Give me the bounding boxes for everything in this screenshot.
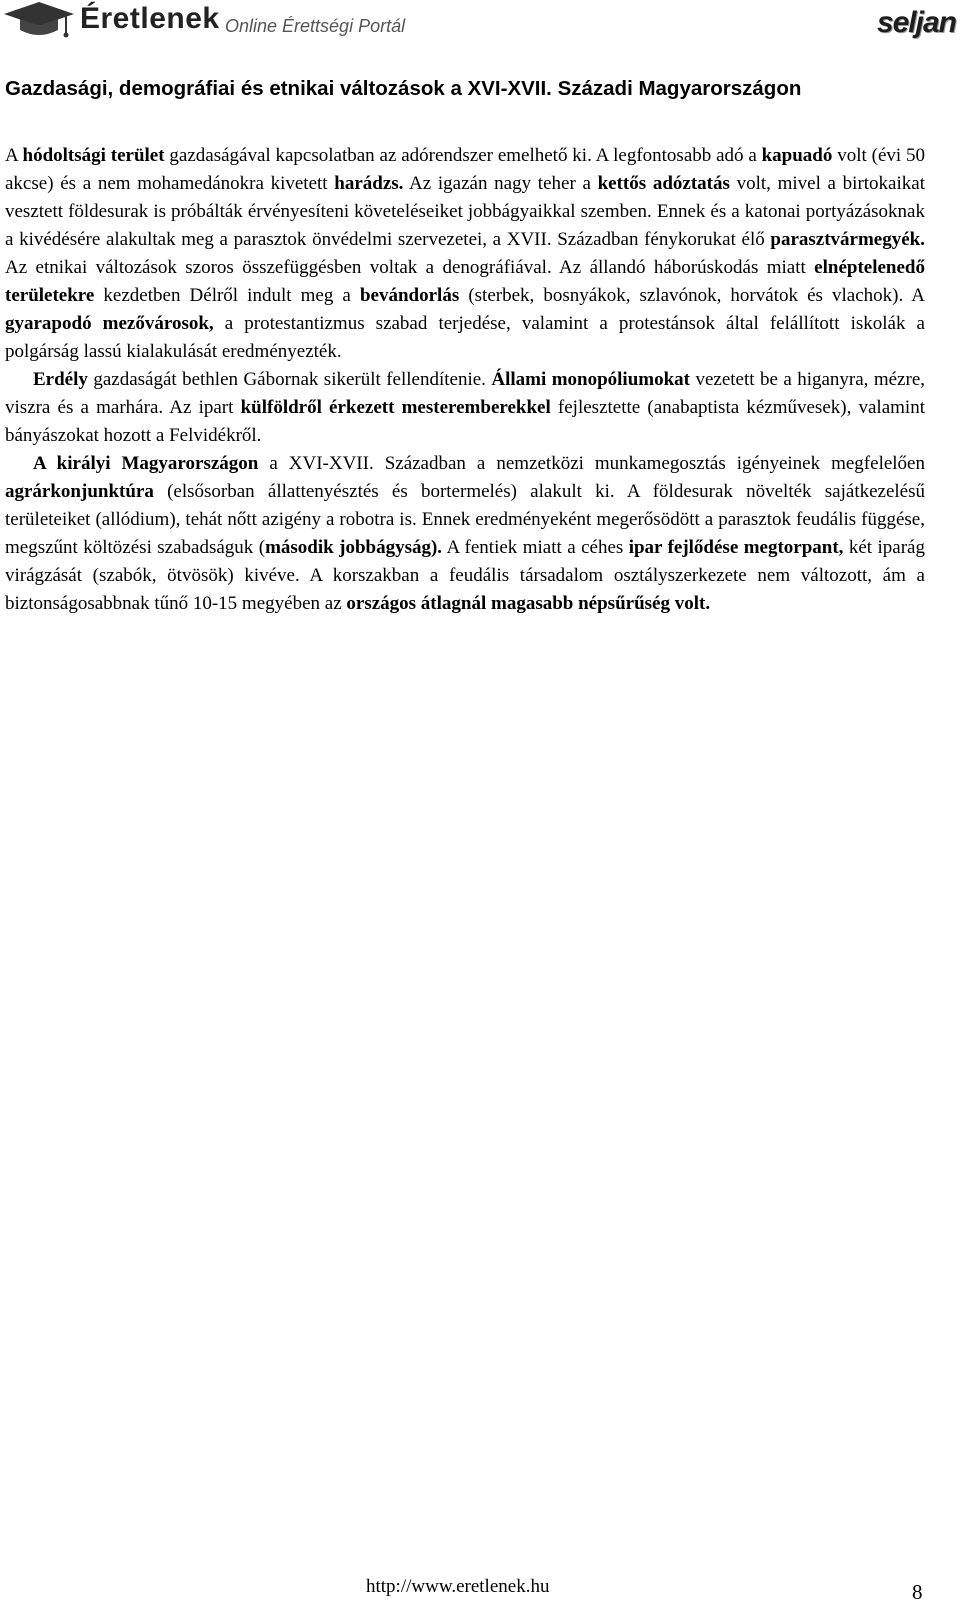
bold-term: kapuadó <box>761 145 833 166</box>
text-run: gazdaságát bethlen Gábornak sikerült fellendítenie. <box>87 369 492 390</box>
text-run: A fentiek miatt a céhes <box>442 537 629 558</box>
paragraph <box>5 450 925 618</box>
bold-term: Erdély <box>33 369 88 390</box>
text-run: Az etnikai változások szoros összefüggésben voltak a denográfiával. Az állandó háborúskodás miatt <box>5 257 815 278</box>
footer-url[interactable]: http://www.eretlenek.hu <box>366 1576 550 1597</box>
bold-term: agrárkonjunktúra <box>5 481 154 502</box>
bold-term: parasztvármegyék. <box>770 229 925 250</box>
text-run: (sterbek, bosnyákok, szlavónok, horvátok és vlachok). A <box>459 285 925 306</box>
bold-term: hódoltsági terület <box>22 145 165 166</box>
page-number: 8 <box>912 1580 923 1604</box>
partner-logo: seljan <box>876 6 956 39</box>
brand-tagline: Online Érettségi Portál <box>225 16 406 36</box>
text-run: kezdetben Délről indult meg a <box>94 285 360 306</box>
text-run: Az igazán nagy teher a <box>403 173 598 194</box>
bold-term: második jobbágyság). <box>265 537 443 558</box>
paragraph <box>5 142 925 366</box>
text-run: vezetett be a higanyra, mézre, viszra és a marhára. Az ipart <box>5 369 926 418</box>
bold-term: harádzs. <box>334 173 404 194</box>
text-run: (elsősorban állattenyésztés és bortermelés) alakult ki. A földesurak növelték sajátkezelésű területeiket (allódium), tehát nőtt azigény a robotra is. Ennek eredményeként megerősödött a parasztok feudális függése, megszűnt költözési szabadságuk ( <box>5 481 925 558</box>
text-run: A <box>5 145 23 166</box>
text-run: két iparág virágzását (szabók, ötvösök) kivéve. A korszakban a feudális társadalom osztályszerkezete nem változott, ám a biztonságosabbnak tűnő 10-15 megyében az <box>5 537 925 614</box>
bold-term: bevándorlás <box>359 285 460 306</box>
bold-term: A királyi Magyarországon <box>33 453 259 474</box>
text-run: gazdaságával kapcsolatban az adórendszer emelhető ki. A legfontosabb adó a <box>164 145 762 166</box>
bold-term: ipar fejlődése megtorpant, <box>628 537 844 558</box>
text-run: fejlesztette (anabaptista kézművesek), valamint bányászokat hozott a Felvidékről. <box>5 397 925 446</box>
text-run: volt (évi 50 akcse) és a nem mohamedánokra kivetett <box>5 145 925 194</box>
graduation-cap-icon <box>2 0 76 40</box>
bold-term: külföldről érkezett mesteremberekkel <box>240 397 551 418</box>
bold-term: elnéptelenedő területekre <box>5 257 925 306</box>
document-body <box>5 142 925 618</box>
paragraph <box>5 366 925 450</box>
document-title: Gazdasági, demográfiai és etnikai változások a XVI-XVII. Századi Magyarországon <box>5 77 802 100</box>
bold-term: Állami monopóliumokat <box>491 369 691 390</box>
text-run: a protestantizmus szabad terjedése, valamint a protestánsok által felállított iskolák a polgárság lassú kialakulását eredményezték. <box>5 313 925 362</box>
bold-term: kettős adóztatás <box>597 173 730 194</box>
page-header <box>0 0 960 52</box>
bold-term: gyarapodó mezővárosok, <box>5 313 214 334</box>
bold-term: országos átlagnál magasabb népsűrűség volt. <box>346 593 711 614</box>
text-run: a XVI-XVII. Században a nemzetközi munkamegosztás igényeinek megfelelően <box>258 453 925 474</box>
text-run: volt, mivel a birtokaikat vesztett földesurak is próbálták érvényesíteni követeléseiket jobbágyaikkal szemben. Ennek és a katonai portyázásoknak a kivédésére alakultak meg a parasztok önvédelmi szervezetei, a XVII. Században fénykorukat élő <box>5 173 925 250</box>
brand-name: Éretlenek <box>80 2 220 35</box>
